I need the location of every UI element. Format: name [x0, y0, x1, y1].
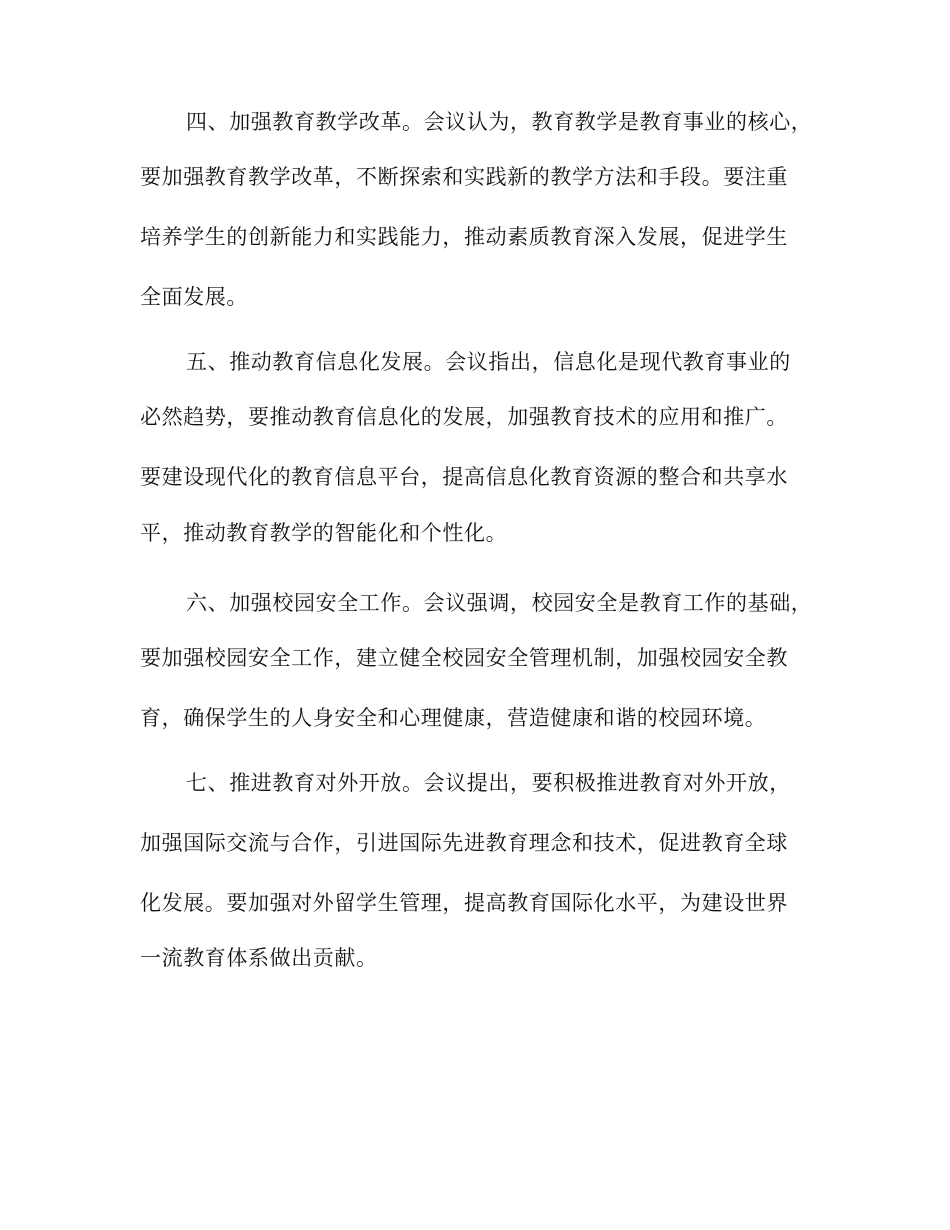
paragraph-line: 要加强教育教学改革，不断探索和实践新的教学方法和手段。要注重 [140, 165, 788, 189]
paragraph-line: 要加强校园安全工作，建立健全校园安全管理机制，加强校园安全教 [140, 646, 788, 670]
paragraph-line: 化发展。要加强对外留学生管理，提高教育国际化水平，为建设世界 [140, 891, 788, 915]
paragraph-line: 必然趋势，要推动教育信息化的发展，加强教育技术的应用和推广。 [140, 405, 788, 429]
paragraph-line: 要建设现代化的教育信息平台，提高信息化教育资源的整合和共享水 [140, 465, 788, 489]
paragraph-line: 四、加强教育教学改革。会议认为，教育教学是教育事业的核心， [186, 110, 813, 134]
paragraph-line: 培养学生的创新能力和实践能力，推动素质教育深入发展，促进学生 [140, 225, 788, 249]
paragraph-line: 育，确保学生的人身安全和心理健康，营造健康和谐的校园环境。 [140, 706, 767, 730]
paragraph-line: 加强国际交流与合作，引进国际先进教育理念和技术，促进教育全球 [140, 831, 788, 855]
paragraph-line: 五、推动教育信息化发展。会议指出，信息化是现代教育事业的 [186, 350, 791, 374]
paragraph-line: 一流教育体系做出贡献。 [140, 946, 378, 970]
paragraph-line: 全面发展。 [140, 285, 248, 309]
paragraph-line: 六、加强校园安全工作。会议强调，校园安全是教育工作的基础， [186, 591, 813, 615]
paragraph-line: 七、推进教育对外开放。会议提出，要积极推进教育对外开放， [186, 771, 791, 795]
paragraph-line: 平，推动教育教学的智能化和个性化。 [140, 521, 508, 545]
